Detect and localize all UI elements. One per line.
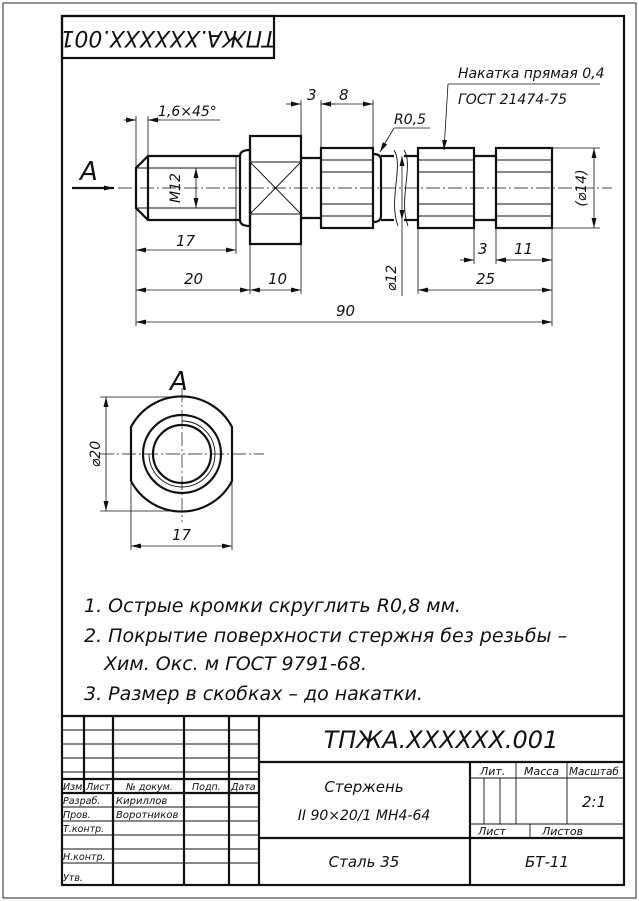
org-code: БТ-11: [525, 853, 569, 871]
note-1: 1. Острые кромки скруглить R0,8 мм.: [84, 595, 461, 617]
role-nkontr: Н.контр.: [63, 852, 106, 863]
hdr-list: Лист: [86, 782, 111, 793]
top-doc-code: ТПЖА.XXXXXX.001: [60, 25, 276, 50]
dim-8-top: 8: [339, 86, 349, 104]
dim-thread: M12: [168, 173, 184, 203]
dim-dia-14: (⌀14): [574, 169, 590, 207]
dim-radius: R0,5: [394, 112, 426, 128]
dim-10: 10: [268, 270, 288, 288]
dim-11: 11: [514, 240, 534, 258]
dim-3-bottom: 3: [478, 240, 488, 258]
hex-collar: [250, 136, 301, 244]
shaft-main-view: [118, 136, 612, 244]
note-2-cont: Хим. Окс. м ГОСТ 9791-68.: [104, 653, 367, 675]
technical-notes: [84, 595, 567, 705]
dim-dia-12: ⌀12: [384, 264, 400, 292]
drawing-frame: [62, 16, 624, 885]
developer-name: Кириллов: [116, 796, 168, 807]
part-material: Сталь 35: [328, 853, 400, 871]
dim-dia-20: ⌀20: [88, 440, 104, 468]
part-designation: II 90×20/1 МН4-64: [297, 808, 431, 824]
note-3: 3. Размер в скобках – до накатки.: [84, 683, 423, 705]
section-label: A: [80, 157, 98, 187]
view-a: [88, 367, 264, 550]
hdr-data: Дата: [231, 782, 256, 793]
hdr-izm: Изм.: [63, 782, 86, 793]
dim-17-view: 17: [172, 526, 192, 544]
dim-25: 25: [476, 270, 496, 288]
role-prov: Пров.: [63, 810, 91, 821]
role-tkontr: Т.контр.: [63, 824, 105, 835]
scale-value: 2:1: [582, 793, 607, 811]
checker-name: Воротников: [116, 810, 179, 821]
view-label: A: [170, 367, 188, 397]
hdr-dokum: № докум.: [126, 782, 173, 793]
role-utv: Утв.: [63, 873, 83, 884]
dim-17-main: 17: [176, 232, 196, 250]
role-razrab: Разраб.: [63, 796, 101, 807]
note-2: 2. Покрытие поверхности стержня без резьбы –: [84, 625, 568, 647]
dimensions-main: [124, 66, 605, 326]
mass-label: Масса: [524, 765, 560, 778]
scale-label: Масштаб: [569, 766, 619, 778]
title-block: [62, 716, 624, 885]
dim-3-top: 3: [307, 86, 317, 104]
part-name: Стержень: [324, 778, 404, 796]
lit-label: Лит.: [480, 765, 506, 778]
sheets-label: Листов: [542, 825, 584, 838]
hdr-podp: Подп.: [192, 782, 221, 793]
sheet-label: Лист: [478, 825, 506, 838]
knurl-note-line-2: ГОСТ 21474-75: [458, 92, 567, 108]
dim-chamfer: 1,6×45°: [158, 104, 217, 120]
view-direction-arrow: [72, 157, 114, 188]
title-doc-code: ТПЖА.XXXXXX.001: [323, 726, 559, 754]
dim-90: 90: [336, 302, 356, 320]
knurl-note-line-1: Накатка прямая 0,4: [458, 66, 605, 82]
top-code-box: [60, 16, 275, 58]
dim-20: 20: [184, 270, 204, 288]
